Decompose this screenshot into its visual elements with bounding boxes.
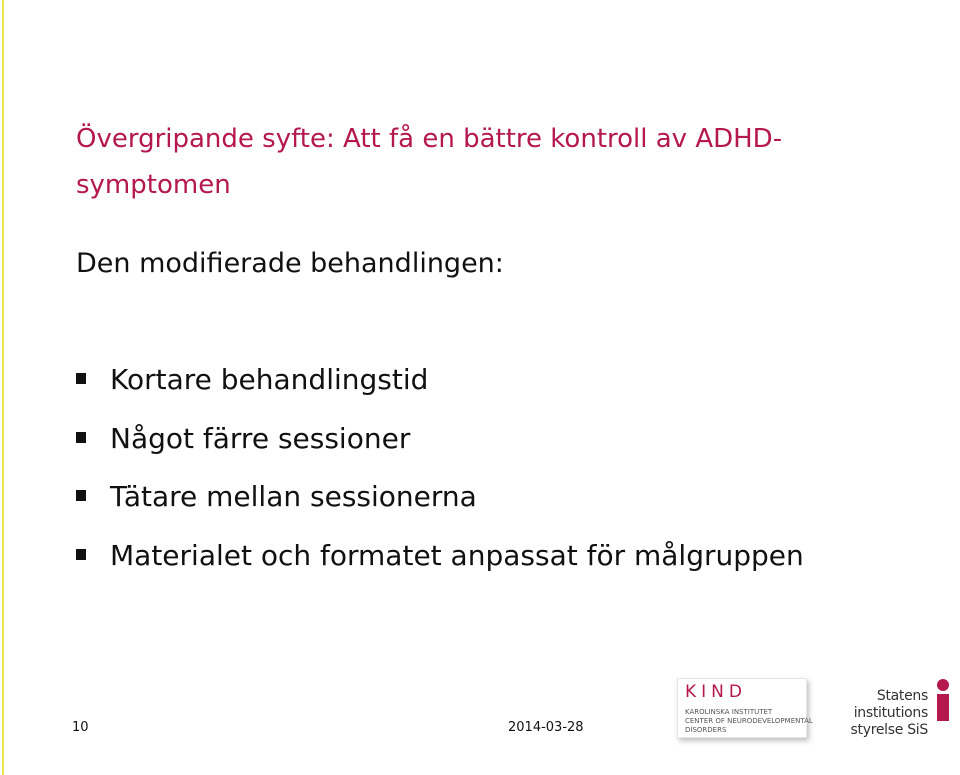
accent-rule — [2, 0, 4, 775]
bullet-item — [76, 419, 804, 478]
bullet-item — [76, 360, 804, 419]
square-bullet-icon — [76, 549, 86, 560]
square-bullet-icon — [76, 373, 86, 384]
bullet-item — [76, 477, 804, 536]
bullet-text: Något färre sessioner — [110, 421, 411, 455]
slide-subheading: Den modifierade behandlingen: — [76, 248, 504, 279]
bullet-item — [76, 536, 804, 595]
sis-logo-line: institutions — [853, 705, 928, 721]
bullet-list — [76, 360, 804, 594]
sis-logo-line: Statens — [876, 688, 928, 704]
square-bullet-icon — [76, 432, 86, 443]
bullet-text: Kortare behandlingstid — [110, 363, 429, 396]
square-bullet-icon — [76, 490, 86, 501]
kind-logo-line: KAROLINSKA INSTITUTET — [685, 708, 773, 716]
kind-logo-line: CENTER OF NEURODEVELOPMENTAL — [685, 717, 813, 725]
kind-logo-line: DISORDERS — [685, 726, 727, 734]
page-number: 10 — [72, 720, 89, 735]
sis-logo — [850, 678, 956, 740]
kind-logo — [677, 678, 813, 738]
sis-i-mark-icon — [932, 678, 954, 722]
sis-logo-line: styrelse SiS — [850, 722, 928, 738]
slide-heading: Övergripande syfte: Att få en bättre kontroll av ADHD-symptomen — [76, 124, 783, 200]
kind-logo-title: KIND — [685, 682, 747, 702]
slide-date: 2014-03-28 — [508, 720, 584, 735]
bullet-text: Materialet och formatet anpassat för målgruppen — [110, 538, 804, 572]
bullet-text: Tätare mellan sessionerna — [110, 480, 477, 513]
